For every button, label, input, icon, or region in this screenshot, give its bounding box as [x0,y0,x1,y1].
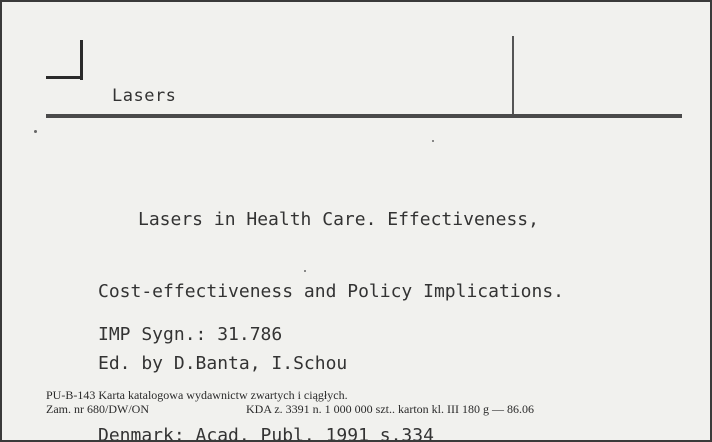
subject-heading: Lasers [112,86,177,106]
publication-line: Denmark: Acad. Publ. 1991 s.334 [98,425,434,442]
footer-form-line: PU-B-143 Karta katalogowa wydawnictw zwartych i ciągłych. [46,388,348,402]
title-line-1: Lasers in Health Care. Effectiveness, [138,209,539,230]
editors-line: Ed. by D.Banta, I.Schou [98,353,348,374]
corner-mark [80,40,83,80]
paper-speck [432,140,434,142]
title-line-2: Cost-effectiveness and Policy Implications. [98,281,564,302]
header-divider-vertical [512,36,514,114]
corner-mark-horizontal [46,76,82,79]
footer-print-details: KDA z. 3391 n. 1 000 000 szt.. karton kl. III 180 g — 86.06 [246,402,534,416]
footer-order-number: Zam. nr 680/DW/ON [46,402,149,416]
header-divider-horizontal [46,114,682,118]
footer-print-line [46,402,534,416]
paper-speck [304,270,306,272]
shelf-signature: IMP Sygn.: 31.786 [98,324,283,345]
card-footer [46,388,534,416]
paper-speck [34,130,37,133]
